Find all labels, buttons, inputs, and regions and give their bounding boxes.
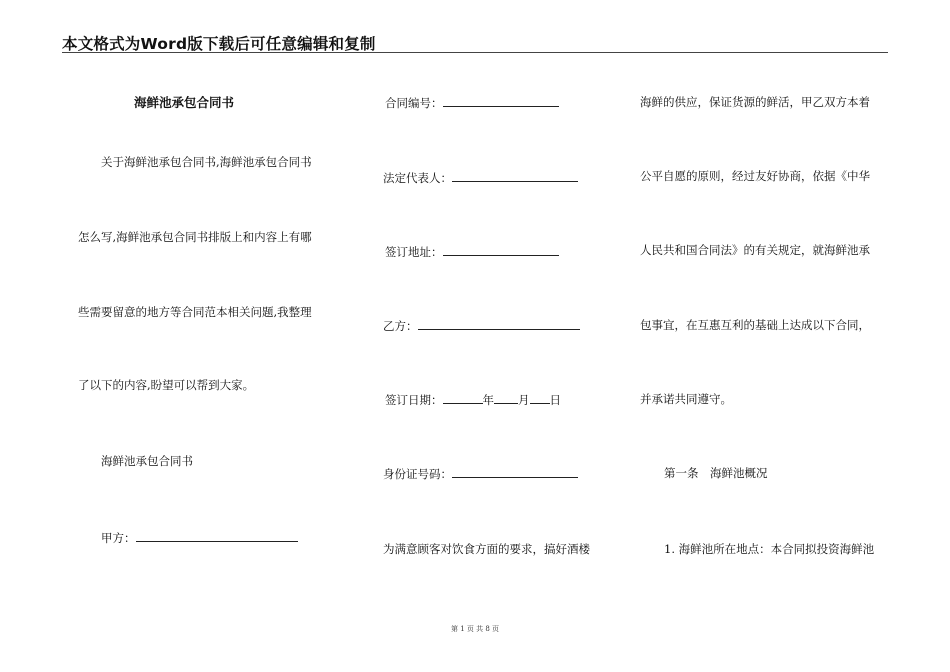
contract-number-field — [385, 95, 559, 110]
header-divider — [62, 52, 888, 53]
id-number-label: 身份证号码： — [383, 467, 452, 481]
col3-line-3: 人民共和国合同法》的有关规定，就海鲜池承 — [640, 243, 870, 257]
sign-place-field — [385, 244, 559, 259]
page-footer: 第 1 页 共 8 页 — [450, 625, 500, 633]
id-number-blank — [452, 466, 578, 478]
party-b-field — [383, 318, 580, 333]
legal-rep-blank — [452, 170, 578, 182]
party-b-blank — [418, 318, 580, 330]
year-blank — [443, 392, 483, 404]
intro-line-1: 关于海鲜池承包合同书,海鲜池承包合同书 — [101, 155, 312, 169]
day-blank — [530, 392, 550, 404]
intro-line-4: 了以下的内容,盼望可以帮到大家。 — [78, 378, 255, 392]
intro-line-3: 些需要留意的地方等合同范本相关问题,我整理 — [78, 305, 312, 319]
legal-rep-label: 法定代表人： — [383, 171, 452, 185]
intro-line-2: 怎么写,海鲜池承包合同书排版上和内容上有哪 — [78, 230, 312, 244]
contract-title: 海鲜池承包合同书 — [134, 95, 235, 110]
sign-place-blank — [443, 244, 559, 256]
contract-number-label: 合同编号： — [385, 96, 443, 110]
legal-rep-field — [383, 170, 578, 185]
party-b-label: 乙方： — [383, 319, 418, 333]
party-a-blank — [136, 530, 298, 542]
article-1-heading: 第一条 海鲜池概况 — [664, 466, 768, 480]
id-number-field — [383, 466, 578, 481]
contract-number-blank — [443, 95, 559, 107]
year-label: 年 — [482, 393, 494, 407]
document-header-title: 本文格式为Word版下载后可任意编辑和复制 — [62, 35, 376, 53]
col3-line-5: 并承诺共同遵守。 — [640, 392, 732, 406]
sign-place-label: 签订地址： — [385, 245, 443, 259]
body-text-line: 为满意顾客对饮食方面的要求，搞好酒楼 — [383, 542, 590, 556]
month-label: 月 — [518, 393, 530, 407]
sign-date-label: 签订日期： — [385, 393, 443, 407]
article-1-item-1: 1. 海鲜池所在地点：本合同拟投资海鲜池 — [664, 542, 875, 556]
sign-date-field — [385, 392, 561, 407]
day-label: 日 — [549, 393, 561, 407]
col3-line-2: 公平自愿的原则，经过友好协商，依据《中华 — [640, 169, 870, 183]
party-a-label: 甲方： — [101, 531, 136, 545]
contract-subtitle: 海鲜池承包合同书 — [101, 454, 193, 468]
party-a-field — [101, 530, 298, 545]
month-blank — [494, 392, 518, 404]
col3-line-4: 包事宜，在互惠互利的基础上达成以下合同， — [640, 318, 870, 332]
col3-line-1: 海鲜的供应，保证货源的鲜活，甲乙双方本着 — [640, 95, 870, 109]
